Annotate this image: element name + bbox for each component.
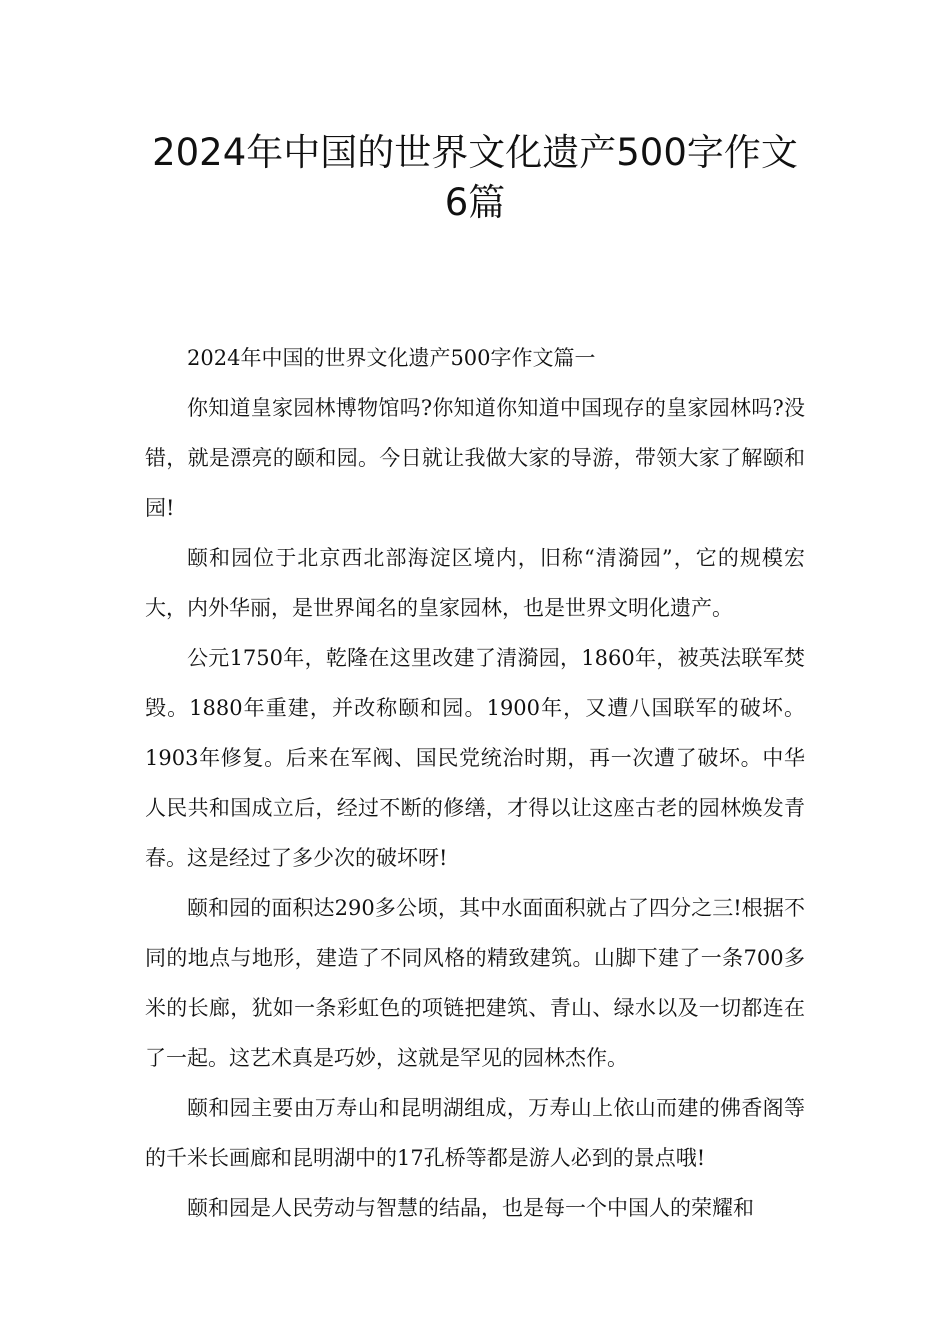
paragraph: 颐和园主要由万寿山和昆明湖组成，万寿山上依山而建的佛香阁等的千米长画廊和昆明湖中的17孔桥等都是游人必到的景点哦! xyxy=(145,1096,805,1170)
paragraph: 颐和园是人民劳动与智慧的结晶，也是每一个中国人的荣耀和 xyxy=(187,1196,754,1220)
document-title xyxy=(100,128,850,228)
paragraph: 你知道皇家园林博物馆吗?你知道你知道中国现存的皇家园林吗?没错，就是漂亮的颐和园。今日就让我做大家的导游，带领大家了解颐和园! xyxy=(145,396,805,520)
document-body xyxy=(145,333,805,1233)
document-title-line-2: 6篇 xyxy=(444,181,506,224)
paragraph: 颐和园的面积达290多公顷，其中水面面积就占了四分之三!根据不同的地点与地形，建造了不同风格的精致建筑。山脚下建了一条700多米的长廊，犹如一条彩虹色的项链把建筑、青山、绿水以及一切都连在了一起。这艺术真是巧妙，这就是罕见的园林杰作。 xyxy=(145,896,805,1070)
section-heading: 2024年中国的世界文化遗产500字作文篇一 xyxy=(187,346,596,370)
paragraph: 颐和园位于北京西北部海淀区境内，旧称“清漪园”，它的规模宏大，内外华丽，是世界闻名的皇家园林，也是世界文明化遗产。 xyxy=(145,546,805,620)
document-title-line-1: 2024年中国的世界文化遗产500字作文 xyxy=(152,131,798,174)
paragraph: 公元1750年，乾隆在这里改建了清漪园，1860年，被英法联军焚毁。1880年重建，并改称颐和园。1900年，又遭八国联军的破坏。1903年修复。后来在军阀、国民党统治时期，再一次遭了破坏。中华人民共和国成立后，经过不断的修缮，才得以让这座古老的园林焕发青春。这是经过了多少次的破坏呀! xyxy=(145,646,805,870)
